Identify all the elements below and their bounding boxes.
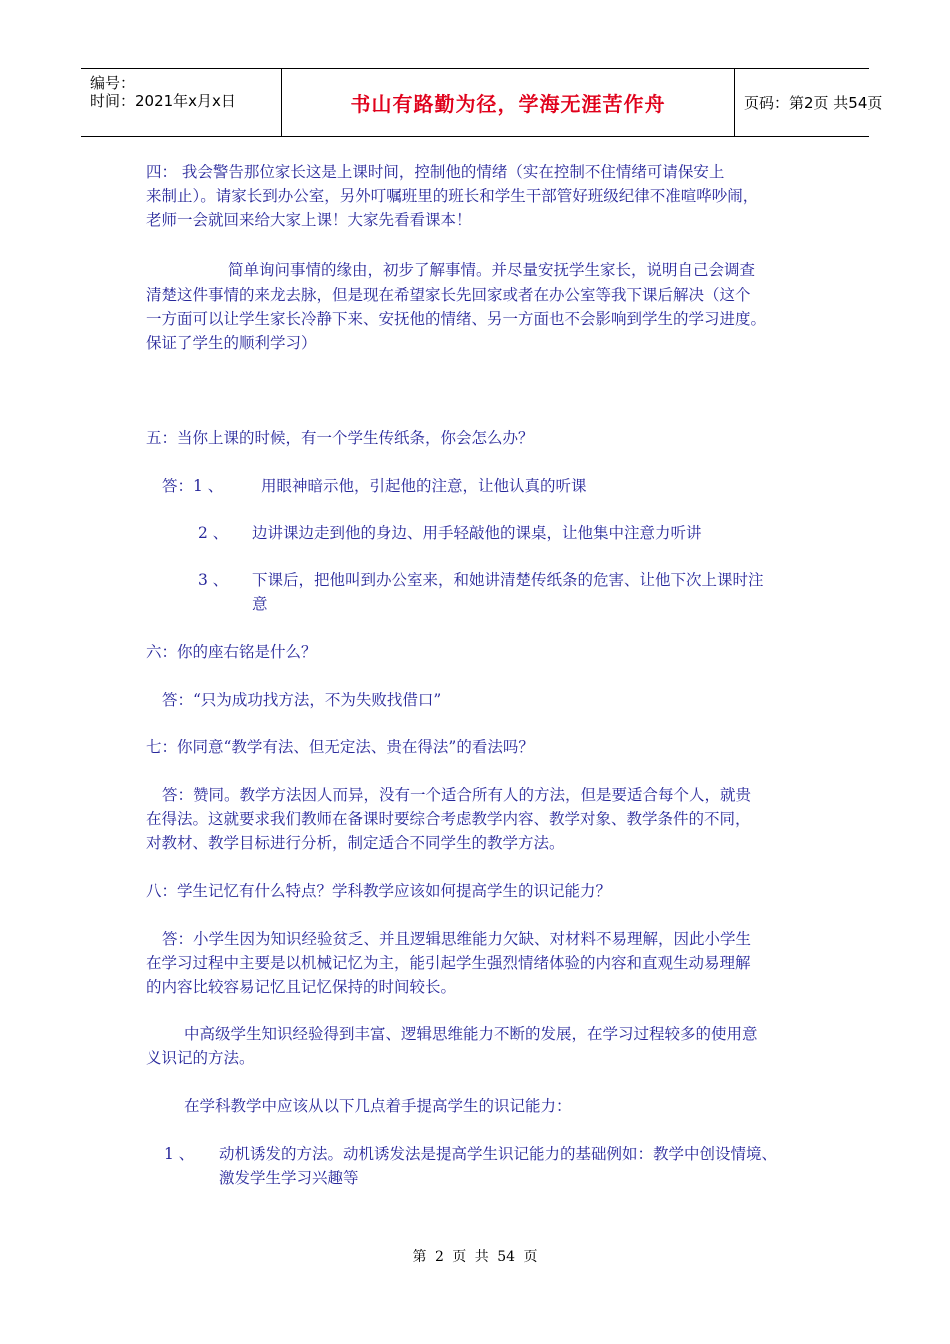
time-label: 时间：2021年x月x日 (90, 92, 236, 110)
header-meta-cell (81, 69, 281, 136)
answer-5-item: 用眼神暗示他，引起他的注意，让他认真的听课 (261, 477, 587, 495)
page-code-cell (734, 69, 883, 136)
motto: 书山有路勤为径，学海无涯苦作舟 (350, 92, 666, 116)
paragraph-line: 在学科教学中应该从以下几点着手提高学生的识记能力： (184, 1097, 572, 1115)
question-6: 六：你的座右铭是什么？ (146, 643, 317, 661)
paragraph-line: 答：小学生因为知识经验贫乏、并且逻辑思维能力欠缺、对材料不易理解，因此小学生 (162, 930, 752, 948)
number-label: 编号： (90, 74, 136, 92)
paragraph-line: 在学习过程中主要是以机械记忆为主，能引起学生强烈情绪体验的内容和直观生动易理解 (146, 954, 751, 972)
paragraph-line: 答：赞同。教学方法因人而异，没有一个适合所有人的方法，但是要适合每个人，就贵 (162, 786, 752, 804)
paragraph-line: 一方面可以让学生家长冷静下来、安抚他的情绪、另一方面也不会影响到学生的学习进度。 (146, 310, 767, 328)
paragraph-line: 老师一会就回来给大家上课！大家先看看课本！ (146, 211, 472, 229)
question-5: 五：当你上课的时候，有一个学生传纸条，你会怎么办？ (146, 429, 534, 447)
paragraph-line: 来制止）。请家长到办公室，另外叮嘱班里的班长和学生干部管好班级纪律不准喧哗吵闹， (146, 187, 759, 205)
page-footer: 第 2 页 共 54 页 (412, 1249, 538, 1265)
question-7: 七：你同意“教学有法、但无定法、贵在得法”的看法吗？ (146, 738, 534, 756)
question-8: 八：学生记忆有什么特点？学科教学应该如何提高学生的识记能力？ (146, 882, 612, 900)
paragraph-line: 保证了学生的顺利学习） (146, 334, 317, 352)
header-table (81, 68, 883, 137)
paragraph-line: 对教材、教学目标进行分析，制定适合不同学生的教学方法。 (146, 834, 565, 852)
answer-5-item: 下课后，把他叫到办公室来，和她讲清楚传纸条的危害、让他下次上课时注 (252, 571, 764, 589)
answer-6: 答：“只为成功找方法，不为失败找借口” (162, 691, 442, 709)
page-code: 页码：第2页 共54页 (744, 94, 883, 112)
paragraph-line: 四： 我会警告那位家长这是上课时间，控制他的情绪（实在控制不住情绪可请保安上 (146, 163, 725, 181)
paragraph-line: 清楚这件事情的来龙去脉，但是现在希望家长先回家或者在办公室等我下课后解决（这个 (146, 286, 751, 304)
paragraph-line: 在得法。这就要求我们教师在备课时要综合考虑教学内容、教学对象、教学条件的不同， (146, 810, 751, 828)
answer-5-item: 边讲课边走到他的身边、用手轻敲他的课桌，让他集中注意力听讲 (252, 524, 702, 542)
paragraph-line: 的内容比较容易记忆且记忆保持的时间较长。 (146, 978, 457, 996)
answer-5-item-number: 2 、 (198, 524, 229, 542)
answer-5-item-number: 3 、 (198, 571, 229, 589)
answer-8-item-number: 1 、 (164, 1145, 195, 1163)
answer-8-item: 动机诱发的方法。动机诱发法是提高学生识记能力的基础例如：教学中创设情境、 (219, 1145, 778, 1163)
answer-5-item-number: 答：1 、 (162, 477, 224, 495)
motto-cell (281, 69, 735, 136)
answer-5-item: 意 (252, 595, 268, 613)
paragraph-line: 中高级学生知识经验得到丰富、逻辑思维能力不断的发展，在学习过程较多的使用意 (184, 1025, 758, 1043)
paragraph-line: 义识记的方法。 (146, 1049, 255, 1067)
paragraph-line: 简单询问事情的缘由，初步了解事情。并尽量安抚学生家长，说明自己会调查 (228, 261, 756, 279)
answer-8-item: 激发学生学习兴趣等 (219, 1169, 359, 1187)
